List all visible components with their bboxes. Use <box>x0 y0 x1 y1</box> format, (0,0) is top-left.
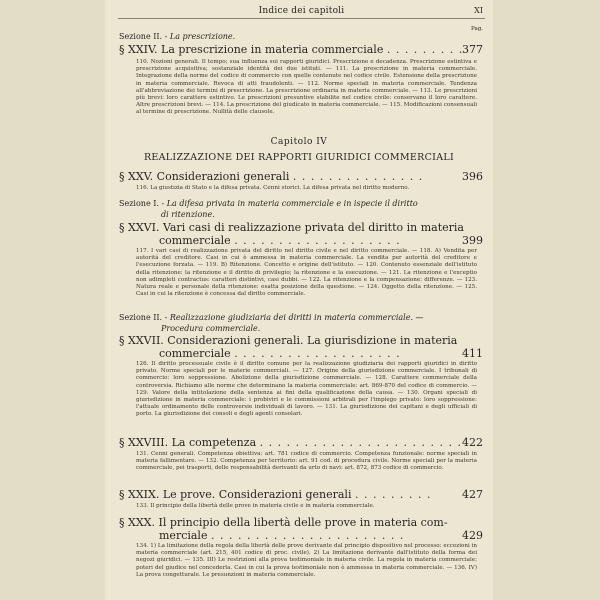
section-title-cont: di ritenzione. <box>161 210 215 219</box>
entry-title-cont: commerciale <box>159 347 231 360</box>
section-title: Realizzazione giudiziaria dei diritti in materia commerciale. — <box>169 313 424 322</box>
toc-entry[interactable]: § XXVI. Vari casi di realizzazione privata del diritto in materia commerciale . . . . . . . . . . . . . . . . . . . 399 <box>119 221 483 247</box>
entry-summary: 134. 1) La limitazione della regola della libertà delle prove derivante dal principio dispositivo nel processo: eccezioni in materia commerciale (art. 215, 401 codice di proc. civile). 2) La limitazione derivante dall'istituto della forma dei negozi giuridici. — 135. III) Le restrizioni alla prova testimoniale in materia civile. La regola in materia commerciale: poteri del giudice nel concederla. Casi in cui la prova testimoniale non è ammessa in materia commerciale. — 136. IV) La prova congetturale. Le presunzioni in materia commerciale. <box>136 543 477 578</box>
entry-summary: 117. I vari casi di realizzazione privata del diritto nel diritto civile e nel diritto commerciale. — 118. A) Vendita per autorità del creditore. Casi in cui è ammessa in materia commerciale. La vendita per autorità del creditore e l'esecuzione forzata. — 119. B) Ritenzione. Concetto e origine dell'istituto. — 120. Contenuto essenziale dell'istituto della ritenzione: la ritenzione e il diritto di privilegio; la ritenzione e la esecuzione. — 121. La ritenzione e l'exceptio non adimpleti contractus: caratteri distintivi, casi dubbi. — 122. La ritenzione e la compensazione: differenze. — 123. Natura reale e personale della ritenzione: esatta posizione della questione. — 124. Oggetto della ritenzione. — 125. Casi in cui la ritenzione è concessa dal diritto commerciale. <box>136 248 477 298</box>
entry-title: § XXV. Considerazioni generali <box>119 170 290 183</box>
entry-page: 422 <box>462 436 483 449</box>
toc-entry[interactable]: § XXIV. La prescrizione in materia commerciale . . . . . . . . . 377 <box>119 43 483 56</box>
entry-title: § XXVIII. La competenza <box>119 436 257 449</box>
entry-summary: 110. Nozioni generali. Il tempo; sua influenza sui rapporti giuridici. Prescrizione e decadenza. Prescrizione estintiva e prescrizione acquisitiva; sostanziale identità dei due istituti. — 111. La prescrizione in materia commerciale. Integrazione della norme del codice di commercio con quelle contenute nel codice civile. Estensione della prescrizione in materia commerciale. Revoca di atti fraudolenti. — 112. Norme speciali in materia commerciale. Tendenza all'abbreviazione dei termini di prescrizione. La prescrizione ordinaria in materia commerciale. — 113. Le prescrizioni più brevi: loro carattere estintivo. Le prescrizioni presuntive stabilite nel codice civile: conservano il loro carattere. Altre prescrizioni brevi. — 114. La prescrizione del giudicato in materia commerciale. — 115. Modificazioni consensuali al termine di prescrizione. Nullità delle clausole. <box>136 59 477 116</box>
entry-page: 411 <box>462 347 483 360</box>
entry-page: 396 <box>462 170 483 183</box>
entry-title: § XXX. Il principio della libertà delle prove in materia com- <box>119 516 448 529</box>
entry-title-cont: merciale <box>159 529 208 542</box>
entry-title: § XXVI. Vari casi di realizzazione privata del diritto in materia <box>119 221 464 234</box>
section-heading: Sezione I. - La difesa privata in materia commerciale e in ispecie il diritto di ritenzione. <box>119 199 418 219</box>
chapter-label: Capitolo IV <box>270 137 328 147</box>
entry-page: 429 <box>462 529 483 542</box>
entry-title: § XXVII. Considerazioni generali. La giurisdizione in materia <box>119 334 458 347</box>
section-heading: Sezione II. - Realizzazione giudiziaria dei diritti in materia commerciale. — Procedura commerciale. <box>119 313 424 333</box>
section-title-cont: Procedura commerciale. <box>161 324 261 333</box>
toc-entry[interactable]: § XXIX. Le prove. Considerazioni generali . . . . . . . . . 427 <box>119 488 483 501</box>
entry-title: § XXIV. La prescrizione in materia commerciale <box>119 43 384 56</box>
pag-label: Pag. <box>470 26 483 32</box>
entry-summary: 133. Il principio della libertà delle prove in materia civile e in materia commerciale. <box>136 503 375 509</box>
section-label: Sezione II. <box>119 313 163 322</box>
toc-entry[interactable]: § XXVII. Considerazioni generali. La giurisdizione in materia commerciale . . . . . . . . . . . . . . . . . . . 411 <box>119 334 483 360</box>
section-title: La prescrizione. <box>169 32 236 41</box>
section-label: Sezione I. <box>119 199 159 208</box>
toc-entry[interactable]: § XXX. Il principio della libertà delle prove in materia com- merciale . . . . . . . . . . . . . . . . . . . . . . 429 <box>119 516 483 542</box>
entry-summary: 131. Cenni generali. Competenza obiettiva: art. 781 codice di commercio. Competenza funzionale: norme speciali in materia fallimentare. — 132. Competenza per territorio: art. 91 cod. di procedura civile. Norme speciali per la materia commerciale, pei trasporti, delle responsabilità derivanti da urto di navi: art. 872, 873 codice di commercio. <box>136 451 477 472</box>
book-page <box>105 0 493 600</box>
header-title: Indice dei capitoli <box>258 6 345 16</box>
section-label: Sezione II. <box>119 32 163 41</box>
toc-entry[interactable]: § XXVIII. La competenza . . . . . . . . . . . . . . . . . . . . . . . 422 <box>119 436 483 449</box>
toc-entry[interactable]: § XXV. Considerazioni generali . . . . . . . . . . . . . . . 396 <box>119 170 483 183</box>
section-title: La difesa privata in materia commerciale e in ispecie il diritto <box>166 199 418 208</box>
entry-page: 427 <box>462 488 483 501</box>
header-page-number: XI <box>474 6 483 15</box>
section-heading: Sezione II. - La prescrizione. <box>119 32 236 41</box>
entry-title-cont: commerciale <box>159 234 231 247</box>
running-header <box>118 4 485 19</box>
entry-title: § XXIX. Le prove. Considerazioni generali <box>119 488 352 501</box>
entry-summary: 126. Il diritto processuale civile è il diritto comune per la realizzazione giudiziaria dei rapporti giuridici in diritto privato. Norme speciali per le materie commerciali. — 127. Origine della giurisdizione commerciale. I tribunali di commercio: loro soppressione. Abolizione della giurisdizione commerciale. — 128. Carattere commerciale della controversia. Richiamo alle norme che determinano la materia commerciale: art. 869-870 del codice di commercio. — 129. Valore della intitolazione della sentenza ai fini della qualificazione della causa. — 130. Organi speciali di giurisdizione in materia commerciale: i probiviri e le commissioni arbitrali per l'impiego privato: loro soppressione: l'attuale ordinamento delle controversie individuali di lavoro. — 131. La giurisdizione dei capitani e degli ufficiali di porto. La giurisdizione dei consoli e degli agenti consolari. <box>136 361 477 418</box>
chapter-title: REALIZZAZIONE DEI RAPPORTI GIURIDICI COMMERCIALI <box>143 152 455 163</box>
entry-summary: 116. La giustizia di Stato e la difesa privata. Cenni storici. La difesa privata nel diritto moderno. <box>136 185 410 191</box>
entry-page: 399 <box>462 234 483 247</box>
entry-page: 377 <box>462 43 483 56</box>
